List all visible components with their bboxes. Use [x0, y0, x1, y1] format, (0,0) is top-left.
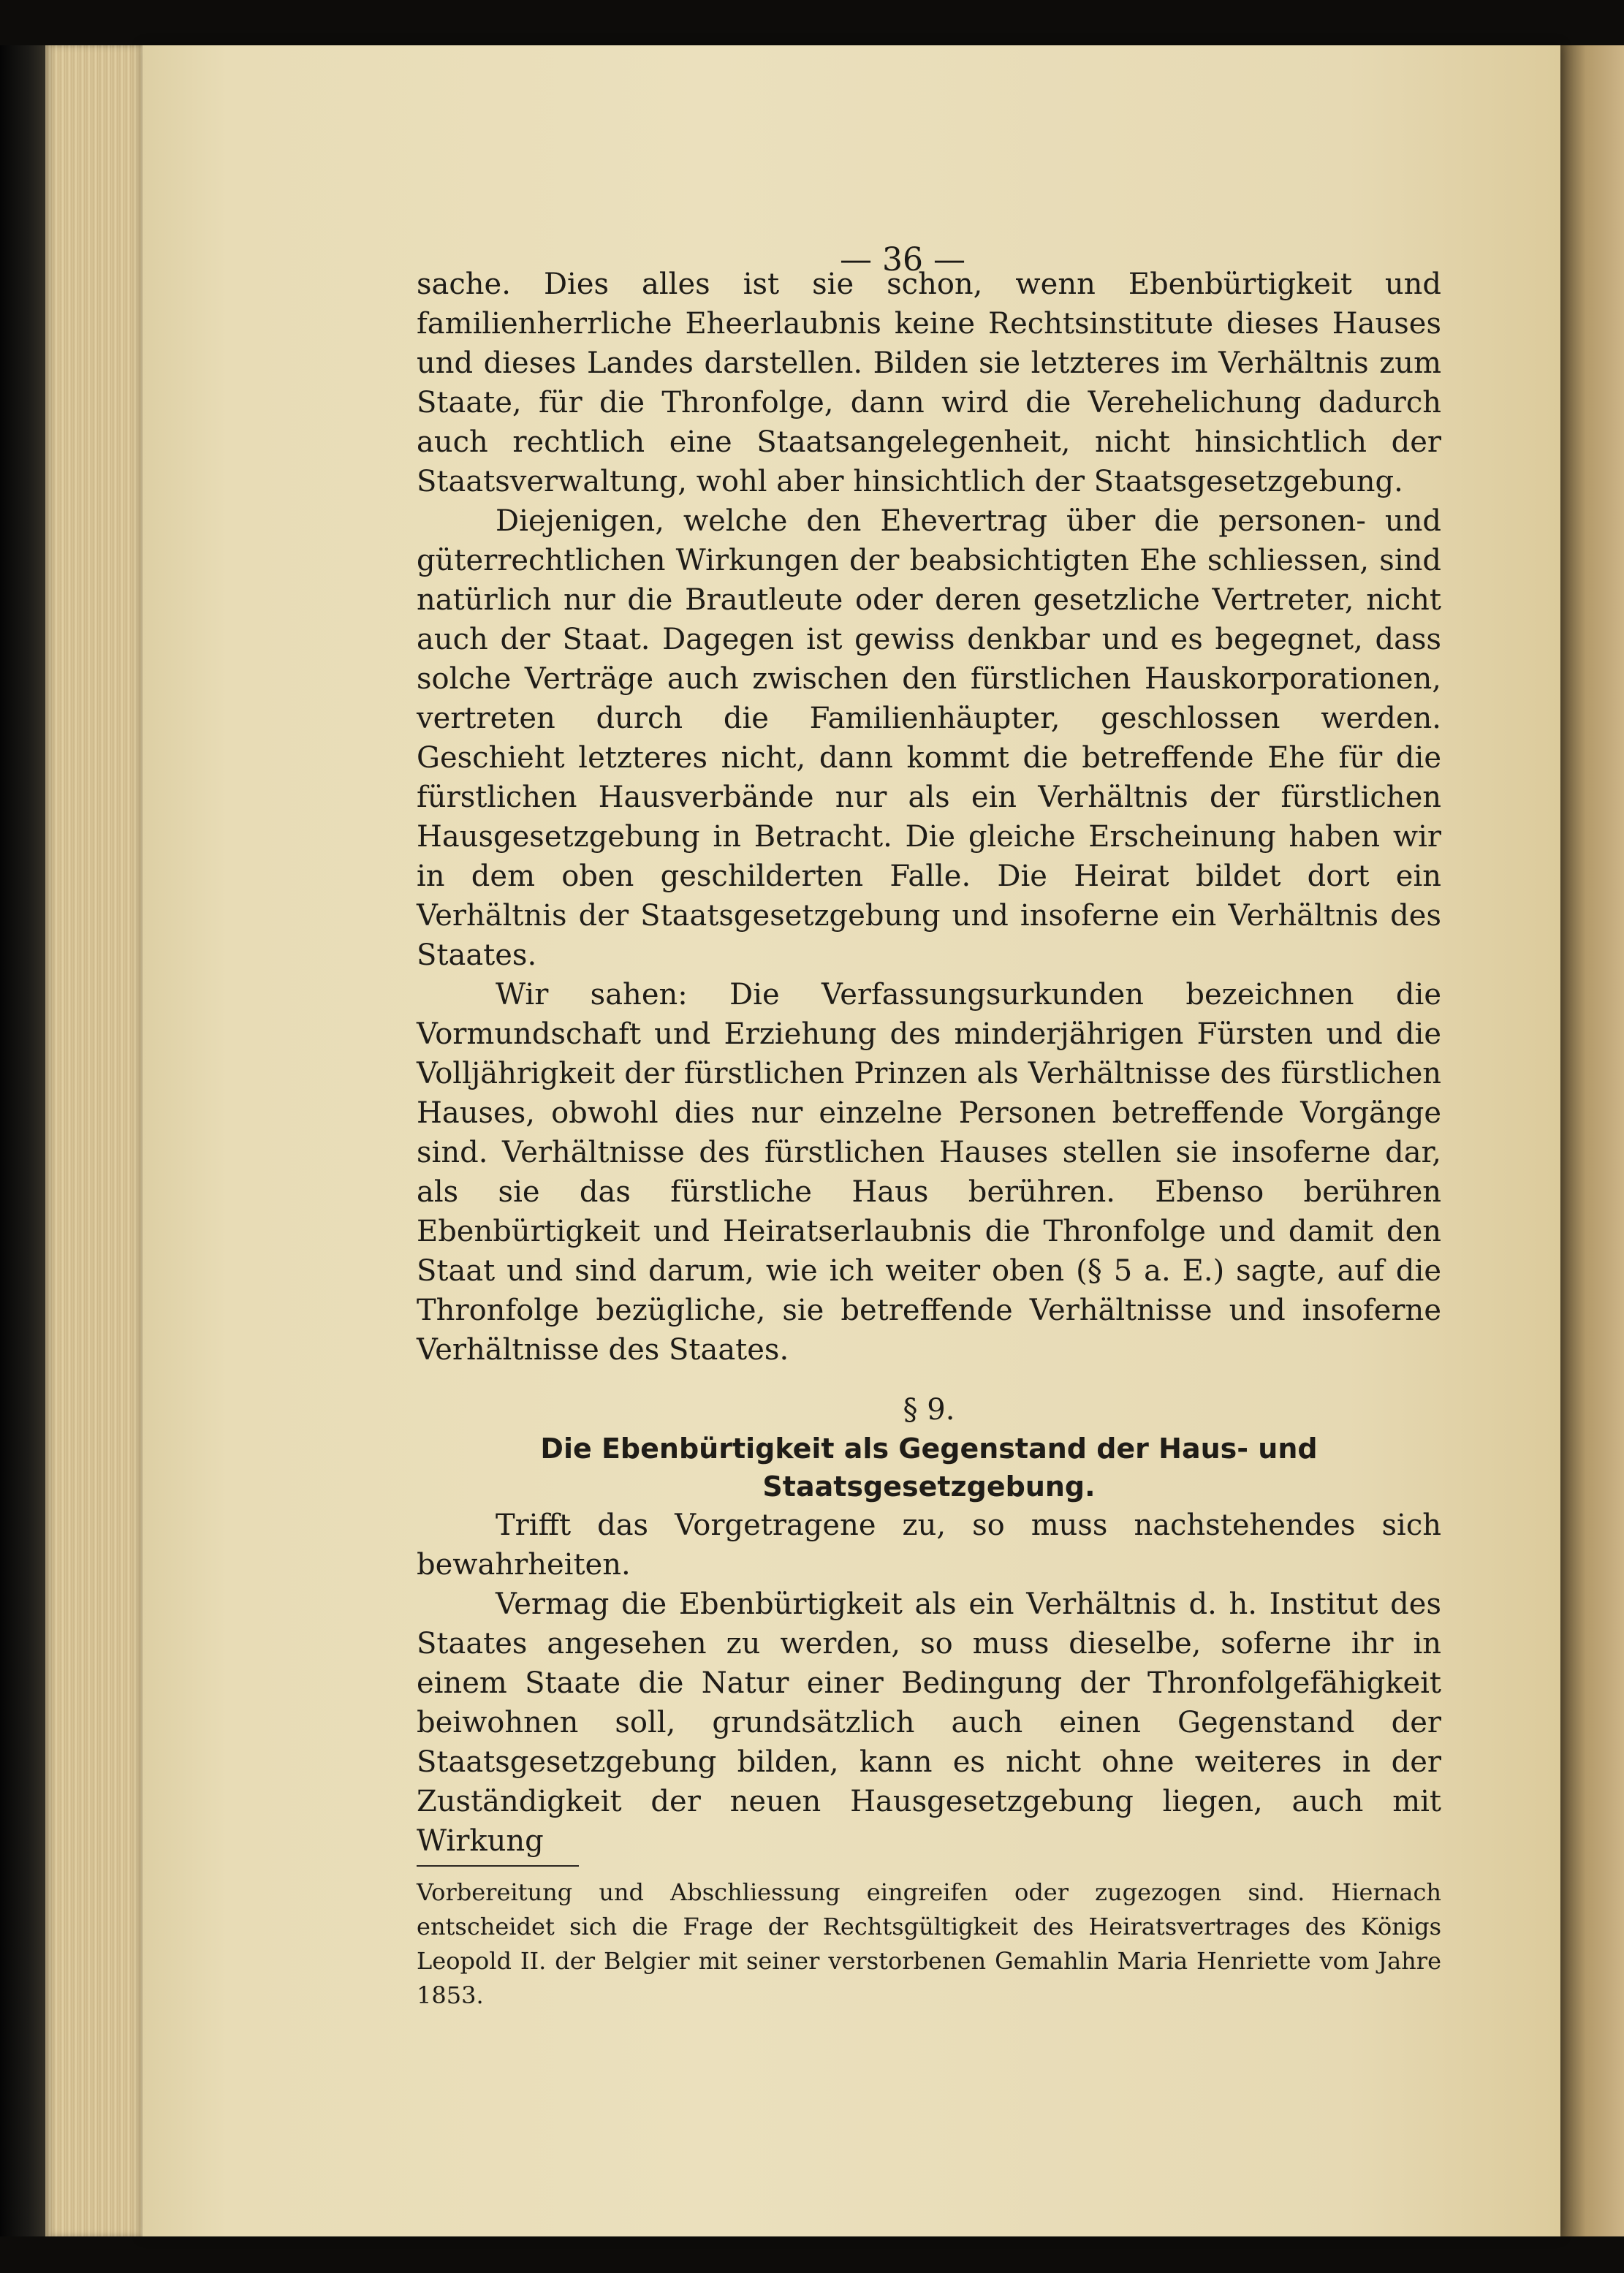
- paragraph: Trifft das Vorgetragene zu, so muss nachstehendes sich bewahrheiten.: [417, 1509, 1441, 1582]
- book-binding: [0, 45, 51, 2236]
- paragraph: Wir sahen: Die Verfassungsurkunden bezeichnen die Vormundschaft und Erziehung des minderjährigen Fürsten und die Volljährigkeit der fürstlichen Prinzen als Verhältnisse des fürstlichen Hauses, obwohl dies nur einzelne Personen betreffende Vorgänge sind. Verhältnisse des fürstlichen Hauses stellen sie insoferne dar, als sie das fürstliche Haus berühren. Ebenso berühren Ebenbürtigkeit und Heiratserlaubnis die Thronfolge und damit den Staat und sind darum, wie ich weiter oben (§ 5 a. E.) sagte, auf die Thronfolge bezügliche, sie betreffende Verhältnisse und insoferne Verhältnisse des Staates.: [417, 978, 1441, 1367]
- page-number: — 36 —: [840, 241, 965, 278]
- paragraph: Vermag die Ebenbürtigkeit als ein Verhältnis d. h. Institut des Staates angesehen zu werden, so muss dieselbe, soferne ihr in einem Staate die Natur einer Bedingung der Thronfolgefähigkeit beiwohnen soll, grundsätzlich auch einen Gegenstand der Staatsgesetzgebung bilden, kann es nicht ohne weiteres in der Zuständigkeit der neuen Hausgesetzgebung liegen, auch mit Wirkung: [417, 1587, 1441, 1858]
- paragraph: Diejenigen, welche den Ehevertrag über die personen- und güterrechtlichen Wirkungen der beabsichtigten Ehe schliessen, sind natürlich nur die Brautleute oder deren gesetzliche Vertreter, nicht auch der Staat. Dagegen ist gewiss denkbar und es begegnet, dass solche Verträge auch zwischen den fürstlichen Hauskorporationen, vertreten durch die Familienhäupter, geschlossen werden. Geschieht letzteres nicht, dann kommt die betreffende Ehe für die fürstlichen Hausverbände nur als ein Verhältnis der fürstlichen Hausgesetzgebung in Betracht. Die gleiche Erscheinung haben wir in dem oben geschilderten Falle. Die Heirat bildet dort ein Verhältnis der Staatsgesetzgebung und insoferne ein Verhältnis des Staates.: [417, 504, 1441, 972]
- facing-page-edge: [1560, 45, 1624, 2236]
- section-heading: Die Ebenbürtigkeit als Gegenstand der Haus- und Staatsgesetzgebung.: [540, 1433, 1318, 1503]
- section-number: § 9.: [903, 1393, 955, 1427]
- page-text: [417, 265, 1441, 2013]
- footnote: Vorbereitung und Abschliessung eingreifen oder zugezogen sind. Hiernach entscheidet sich die Frage der Rechtsgültigkeit des Heiratsvertrages des Königs Leopold II. der Belgier mit seiner verstorbenen Gemahlin Maria Henriette vom Jahre 1853.: [417, 1878, 1441, 2009]
- footnote-divider: [417, 1865, 579, 1867]
- page-edges: [45, 45, 151, 2236]
- paragraph-continuation: sache. Dies alles ist sie schon, wenn Ebenbürtigkeit und familienherrliche Eheerlaubnis keine Rechtsinstitute dieses Hauses und dieses Landes darstellen. Bilden sie letzteres im Verhältnis zum Staate, für die Thronfolge, dann wird die Verehelichung dadurch auch rechtlich eine Staatsangelegenheit, nicht hinsichtlich der Staatsverwaltung, wohl aber hinsichtlich der Staatsgesetzgebung.: [417, 267, 1441, 498]
